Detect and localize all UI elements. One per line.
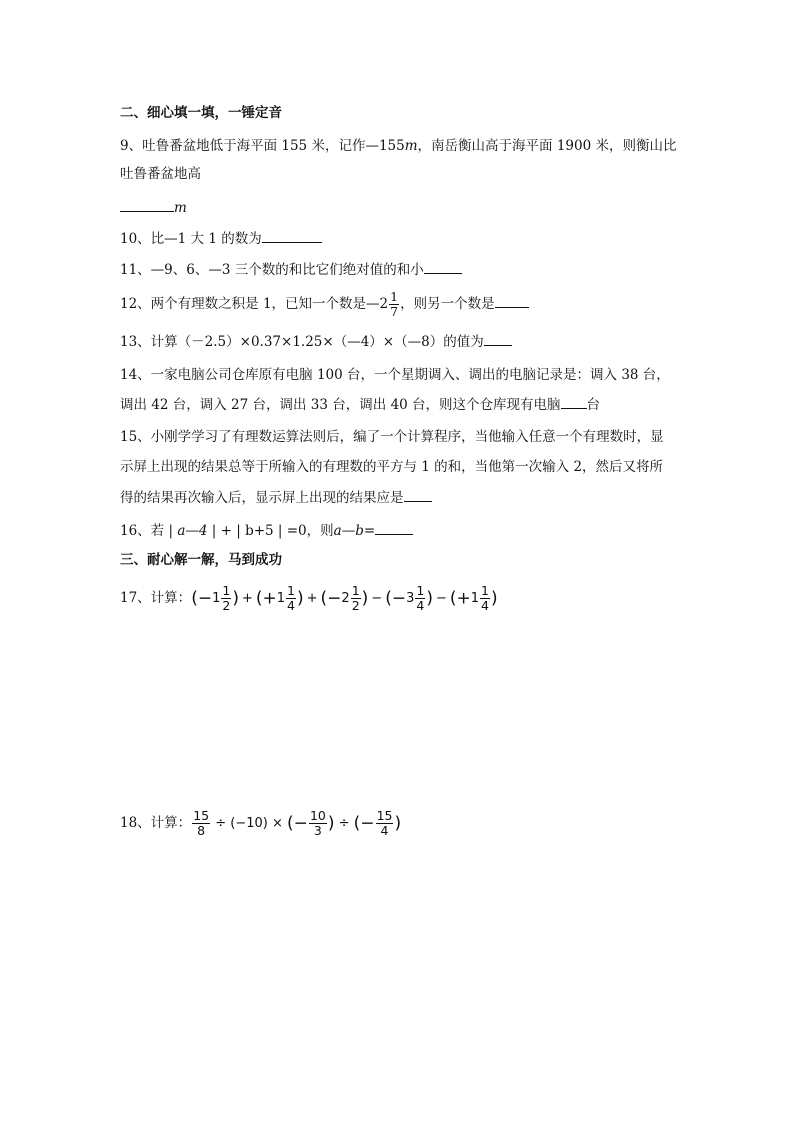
q17-denominator: 2 — [222, 598, 231, 613]
q17-whole-number: 3 — [406, 591, 415, 606]
q13-answer-blank[interactable] — [484, 333, 512, 346]
q14-line-1: 14、一家电脑公司仓库原有电脑 100 台，一个星期调入、调出的电脑记录是：调入 38 台， — [120, 367, 670, 383]
q15-answer-blank[interactable] — [404, 489, 432, 502]
q17: 17、计算：(−1 $\frac{1}{2}$ ) + (+1 $\frac{1}{4}$ ) + (−2 $\frac{1}{2}$ ) − (−3 $\frac{1}{4}$ ) − (+1 $\frac{1}{4}$ ) — [120, 582, 498, 613]
q18-fraction-3: $\frac{15}{4}$ — [376, 807, 393, 838]
q17-operator: + — [306, 591, 318, 606]
q17-fraction — [351, 582, 361, 613]
q17-close-paren: ) — [232, 588, 239, 609]
q17-open-paren: (+ — [255, 588, 277, 609]
q17-fraction — [286, 582, 296, 613]
q17-fraction — [480, 582, 490, 613]
q17-fraction — [415, 582, 425, 613]
q12: 12、两个有理数之积是 1，已知一个数是—2 $\frac{1}{7}$ ，则另一个数是 — [120, 287, 529, 321]
q17-numerator: 1 — [481, 582, 489, 598]
q12-fraction: $\frac{1}{7}$ — [390, 288, 399, 319]
q18-fraction-2: $\frac{10}{3}$ — [309, 807, 326, 838]
q17-denominator: 2 — [351, 598, 360, 613]
q17-open-paren: (− — [320, 588, 342, 609]
q17-whole-number: 1 — [276, 591, 286, 606]
q17-numerator: 1 — [287, 582, 295, 598]
section-2-title: 二、细心填一填，一锤定音 — [120, 105, 282, 121]
q18: 18、计算： $\frac{15}{8}$ ÷ (−10) × (− $\frac{10}{3}$ ) ÷ (− $\frac{15}{4}$ ) — [120, 807, 402, 838]
q13: 13、计算（－2.5）×0.37×1.25×（—4）×（—8）的值为 — [120, 333, 512, 351]
q17-close-paren: ) — [296, 588, 304, 609]
q17-numerator: 1 — [351, 582, 360, 598]
q17-open-paren: (− — [191, 588, 213, 609]
q18-expression: $\frac{15}{8}$ ÷ (−10) × (− $\frac{10}{3}$ ) ÷ (− $\frac{15}{4}$ ) — [193, 807, 402, 838]
q9-line-2: 吐鲁番盆地高 — [120, 166, 201, 182]
q16: 16、若 | a—4 | + | b+5 | =0，则a—b= — [120, 522, 413, 540]
q15-line-2: 示屏上出现的结果总等于所输入的有理数的平方与 1 的和，当他第一次输入 2，然后又将所 — [120, 459, 664, 475]
q14-answer-blank[interactable] — [561, 396, 587, 409]
q15-line-3: 得的结果再次输入后，显示屏上出现的结果应是 — [120, 489, 432, 507]
q15-line-1: 15、小刚学学习了有理数运算法则后，编了一个计算程序，当他输入任意一个有理数时，显 — [120, 429, 664, 445]
q10: 10、比—1 大 1 的数为 — [120, 230, 322, 248]
q16-answer-blank[interactable] — [375, 522, 413, 535]
q10-answer-blank[interactable] — [262, 230, 322, 243]
q12-answer-blank[interactable] — [495, 295, 529, 308]
q11-answer-blank[interactable] — [424, 261, 462, 274]
q17-operator: − — [435, 591, 447, 606]
q9-answer-blank[interactable] — [120, 199, 174, 212]
q17-whole-number: 2 — [341, 591, 350, 606]
q17-whole-number: 1 — [212, 591, 221, 606]
q17-denominator: 4 — [481, 598, 489, 613]
q16-abs-1: | a—4 | — [164, 523, 221, 539]
section-3-title: 三、耐心解一解，马到成功 — [120, 552, 282, 568]
q17-operator: − — [371, 591, 383, 606]
q17-close-paren: ) — [361, 588, 369, 609]
q17-numerator: 1 — [416, 582, 425, 598]
q16-abs-2: | b+5 | — [231, 523, 287, 539]
q17-numerator: 1 — [222, 582, 231, 598]
q17-denominator: 4 — [287, 598, 295, 613]
q17-open-paren: (+ — [449, 588, 471, 609]
q9-answer-line: m — [120, 199, 187, 217]
q11: 11、—9、6、—3 三个数的和比它们绝对值的和小 — [120, 261, 462, 279]
q17-whole-number: 1 — [470, 591, 480, 606]
q17-close-paren: ) — [426, 588, 433, 609]
q14-line-2: 调出 42 台，调入 27 台，调出 33 台，调出 40 台，则这个仓库现有电脑 台 — [120, 397, 601, 413]
q17-close-paren: ) — [491, 588, 498, 609]
q17-operator: + — [241, 591, 253, 606]
q17-fraction — [221, 582, 231, 613]
q18-fraction-1: $\frac{15}{8}$ — [193, 807, 210, 838]
q17-open-paren: (− — [385, 588, 407, 609]
q9-line-1: 9、吐鲁番盆地低于海平面 155 米，记作—155m，南岳衡山高于海平面 1900 米，则衡山比 — [120, 138, 677, 154]
q17-denominator: 4 — [416, 598, 425, 613]
